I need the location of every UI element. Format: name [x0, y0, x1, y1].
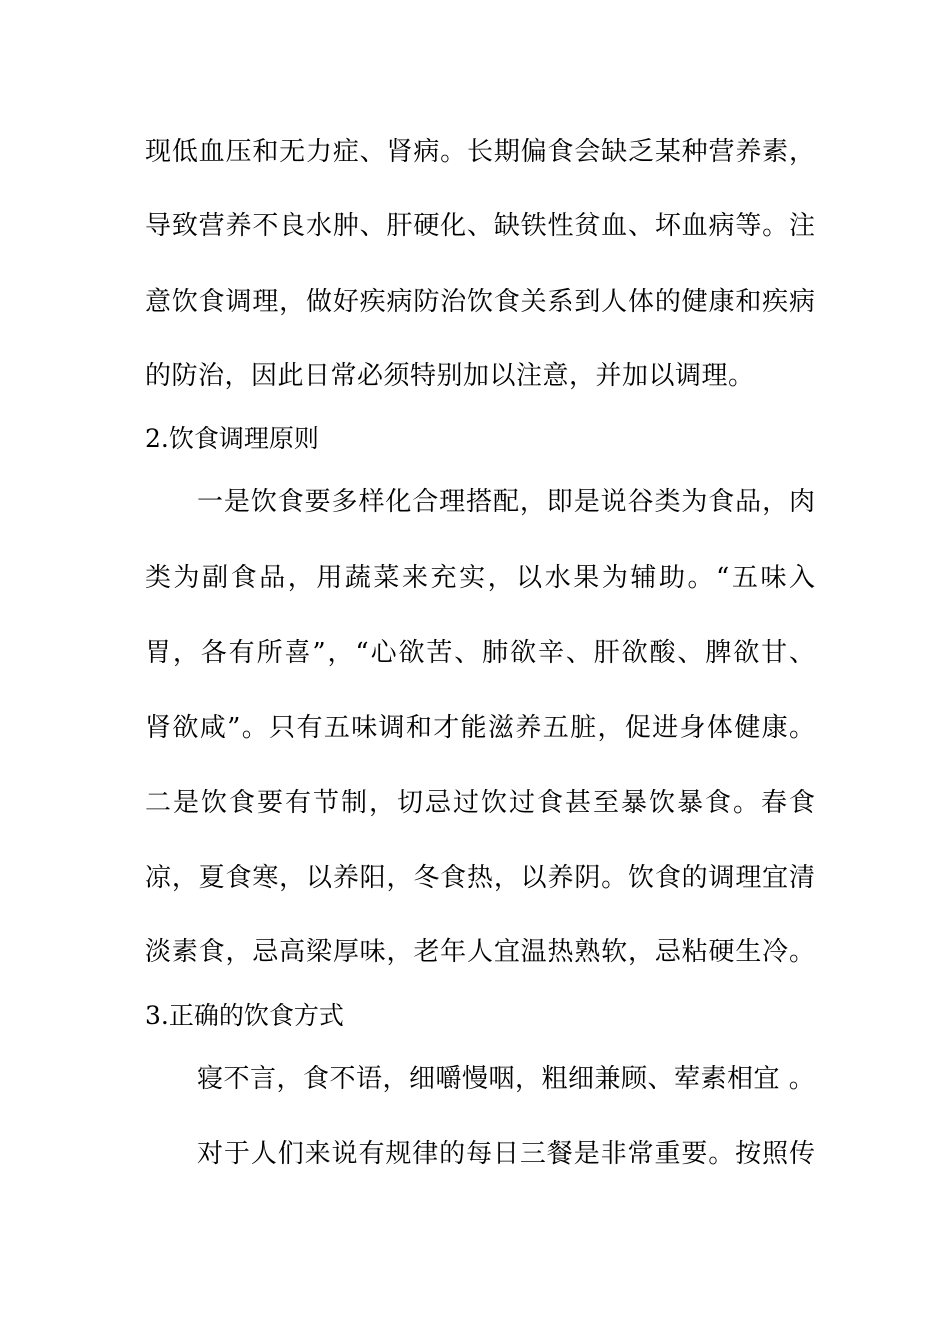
- paragraph-line: 一是饮食要多样化合理搭配，即是说谷类为食品，肉: [197, 487, 815, 517]
- paragraph-line: 寝不言，食不语，细嚼慢咽，粗细兼顾、荤素相宜 。: [197, 1064, 816, 1094]
- paragraph-line: 的防治，因此日常必须特别加以注意，并加以调理。: [145, 361, 755, 391]
- paragraph-line: 现低血压和无力症、肾病。长期偏食会缺乏某种营养素，: [145, 137, 815, 167]
- paragraph-line: 淡素食，忌高梁厚味，老年人宜温热熟软，忌粘硬生冷。: [145, 937, 815, 967]
- paragraph-line: 导致营养不良水肿、肝硬化、缺铁性贫血、坏血病等。注: [145, 211, 815, 241]
- section-heading: 3.正确的饮食方式: [145, 1001, 344, 1030]
- paragraph-line: 凉，夏食寒，以养阳，冬食热，以养阴。饮食的调理宜清: [145, 863, 815, 893]
- paragraph-line: 意饮食调理，做好疾病防治饮食关系到人体的健康和疾病: [145, 287, 815, 317]
- paragraph-line: 二是饮食要有节制，切忌过饮过食甚至暴饮暴食。春食: [145, 788, 815, 818]
- paragraph-line: 胃，各有所喜”，“心欲苦、肺欲辛、肝欲酸、脾欲甘、: [145, 638, 815, 668]
- section-heading: 2.饮食调理原则: [145, 424, 319, 453]
- paragraph-line: 肾欲咸”。只有五味调和才能滋养五脏，促进身体健康。: [145, 713, 815, 743]
- paragraph-line: 类为副食品，用蔬菜来充实，以水果为辅助。“五味入: [145, 563, 815, 593]
- paragraph-line: 对于人们来说有规律的每日三餐是非常重要。按照传: [197, 1139, 815, 1169]
